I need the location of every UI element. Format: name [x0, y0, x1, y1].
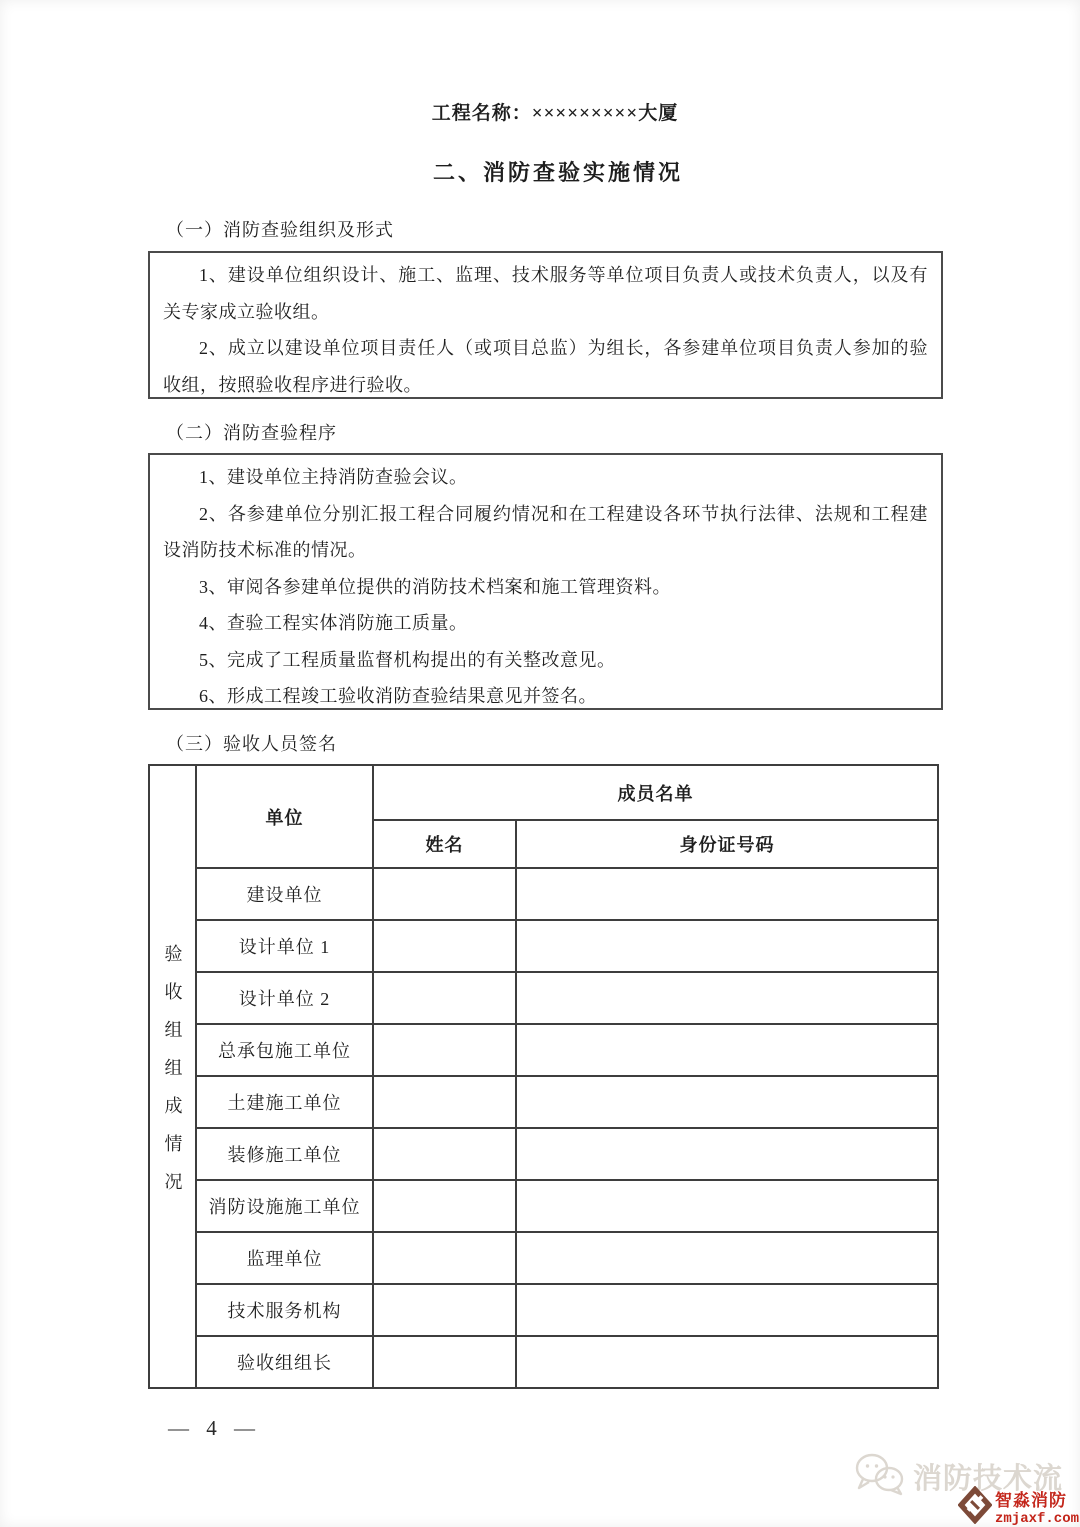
section1-paragraph: 2、成立以建设单位项目责任人（或项目总监）为组长，各参建单位项目负责人参加的验收组，按照验收程序进行验收。 — [163, 338, 928, 395]
id-cell — [516, 1024, 938, 1076]
name-cell — [373, 1232, 516, 1284]
name-cell — [373, 1336, 516, 1388]
signature-table — [148, 764, 939, 1389]
section2-paragraph: 2、各参建单位分别汇报工程合同履约情况和在工程建设各环节执行法律、法规和工程建设消防技术标准的情况。 — [163, 503, 928, 560]
unit-cell: 验收组组长 — [196, 1336, 373, 1388]
section1-text-box — [148, 251, 943, 399]
row-group-label: 验收组组成情况 — [162, 943, 183, 1210]
wechat-icon — [854, 1452, 906, 1501]
unit-cell: 技术服务机构 — [196, 1284, 373, 1336]
unit-cell: 建设单位 — [196, 868, 373, 920]
brand-url: zmjaxf.com — [995, 1511, 1080, 1527]
page-title: 二、消防查验实施情况 — [432, 160, 683, 185]
section2-paragraph: 3、审阅各参建单位提供的消防技术档案和施工管理资料。 — [199, 576, 671, 597]
unit-cell: 消防设施施工单位 — [196, 1180, 373, 1232]
brand-text — [995, 1486, 1079, 1527]
id-cell — [516, 1336, 938, 1388]
id-cell — [516, 1180, 938, 1232]
name-cell — [373, 868, 516, 920]
name-cell — [373, 1284, 516, 1336]
id-cell — [516, 1232, 938, 1284]
table-row — [149, 1076, 938, 1128]
table-row — [149, 1024, 938, 1076]
name-column-header: 姓名 — [373, 820, 516, 868]
section2-paragraph: 6、形成工程竣工验收消防查验结果意见并签名。 — [199, 686, 597, 706]
unit-cell: 装修施工单位 — [196, 1128, 373, 1180]
section2-text-box — [148, 453, 943, 710]
brand-logo-block — [958, 1486, 1079, 1527]
id-cell — [516, 1284, 938, 1336]
project-name: 工程名称：×××××××××大厦 — [431, 103, 679, 124]
table-row — [149, 972, 938, 1024]
name-cell — [373, 1076, 516, 1128]
member-list-header: 成员名单 — [373, 765, 938, 820]
unit-cell: 监理单位 — [196, 1232, 373, 1284]
name-cell — [373, 920, 516, 972]
row-group-header-cell — [149, 765, 196, 1388]
id-column-header: 身份证号码 — [516, 820, 938, 868]
name-cell — [373, 972, 516, 1024]
unit-cell: 总承包施工单位 — [196, 1024, 373, 1076]
table-row — [149, 1128, 938, 1180]
name-cell — [373, 1128, 516, 1180]
table-row — [149, 1284, 938, 1336]
id-cell — [516, 1076, 938, 1128]
name-cell — [373, 1024, 516, 1076]
section-heading-3: （三）验收人员签名 — [166, 734, 337, 754]
section2-paragraph: 1、建设单位主持消防查验会议。 — [199, 467, 468, 487]
section-heading-1: （一）消防查验组织及形式 — [166, 220, 394, 240]
unit-cell: 设计单位 1 — [196, 920, 373, 972]
table-row — [149, 1232, 938, 1284]
unit-column-header: 单位 — [196, 765, 373, 868]
section2-paragraph: 4、查验工程实体消防施工质量。 — [199, 613, 468, 633]
id-cell — [516, 972, 938, 1024]
id-cell — [516, 1128, 938, 1180]
brand-name: 智淼消防 — [995, 1491, 1067, 1510]
section2-paragraph: 5、完成了工程质量监督机构提出的有关整改意见。 — [199, 649, 616, 670]
table-row — [149, 920, 938, 972]
id-cell — [516, 920, 938, 972]
table-row — [149, 1336, 938, 1388]
table-header-row — [149, 765, 938, 820]
section1-paragraph: 1、建设单位组织设计、施工、监理、技术服务等单位项目负责人或技术负责人，以及有关专家成立验收组。 — [163, 265, 928, 322]
diamond-logo-icon — [958, 1486, 992, 1527]
section-heading-2: （二）消防查验程序 — [166, 423, 337, 443]
unit-cell: 设计单位 2 — [196, 972, 373, 1024]
name-cell — [373, 1180, 516, 1232]
unit-cell: 土建施工单位 — [196, 1076, 373, 1128]
page-number: — 4 — — [168, 1416, 261, 1440]
id-cell — [516, 868, 938, 920]
table-row — [149, 1180, 938, 1232]
table-row — [149, 868, 938, 920]
watermark-channel-name: 消防技术流 — [913, 1463, 1064, 1495]
